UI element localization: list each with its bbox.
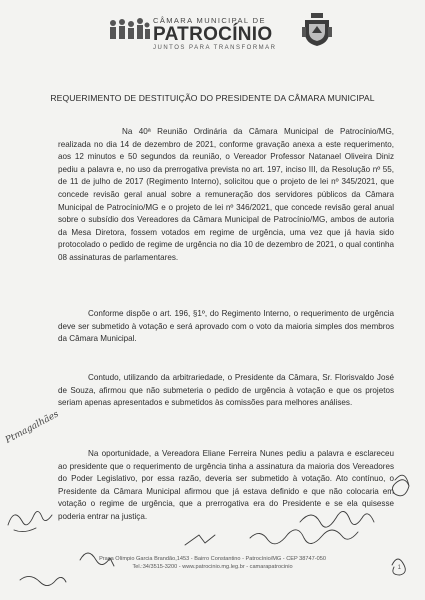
letterhead-top-line: CÂMARA MUNICIPAL DE [153,16,266,25]
body-paragraph-3: Contudo, utilizando da arbitrariedade, o Presidente da Câmara, Sr. Florisvaldo José de Souza, afirmou que não submeteria o pedido de urgência à votação e que os projetos seriam apenas apresentados e submetidos às comissões para melhores análises. [58,373,394,408]
letterhead-name: PATROCÍNIO [153,24,273,45]
body-paragraph-1: Na 40ª Reunião Ordinária da Câmara Municipal de Patrocínio/MG, realizada no dia 14 de dezembro de 2021, conforme gravação anexa a este requerimento, aos 12 minutos e 50 segundos da reunião, o Vereador Professor Natanael Oliveira Diniz pediu a palavra e, no uso da prerrogativa prevista no art. 197, inciso III, da Resolução nº 55, de 11 de julho de 2017 (Regimento Interno), solicitou que o projeto de lei nº 345/2021, que concede revisão geral anual sobre a remuneração dos servidores públicos da Câmara Municipal de Patrocínio/MG e o projeto de lei nº 346/2021, que concede revisão geral anual sobre o subsídio dos Vereadores da Câmara Municipal de Patrocínio/MG, ambos de autoria da Mesa Diretora, fossem votados em regime de urgência, uma vez que já havia sido protocolado o pedido de regime de urgência no dia 10 de dezembro de 2021, o qual continha 08 assinaturas de parlamentares. [58,127,394,262]
document-title: REQUERIMENTO DE DESTITUIÇÃO DO PRESIDENTE DA CÂMARA MUNICIPAL [50,93,375,103]
footer-address: Praça Olímpio Garcia Brandão,1453 - Bairro Constantino - Patrocínio/MG - CEP 38747-050 [99,556,326,562]
page-number: 1 [397,565,401,571]
body-paragraph-2: Conforme dispõe o art. 196, §1º, do Regimento Interno, o requerimento de urgência deve ser submetido à votação e será aprovado com o voto da maioria simples dos membros da Câmara Municipal. [58,309,394,344]
handwritten-note: Ptmagalhães [4,409,61,446]
letterhead-slogan: JUNTOS PARA TRANSFORMAR [153,45,277,51]
footer-contact: Tel.:34/3515-3200 - www.patrocinio.mg.leg.br - camarapatrocinio [132,564,293,570]
body-paragraph-4: Na oportunidade, a Vereadora Eliane Ferreira Nunes pediu a palavra e esclareceu ao presidente que o requerimento de urgência tinha a assinatura da maioria dos Vereadores do Poder Legislativo, por essa razão, deveria ser submetido à votação. Ato contínuo, o Presidente da Câmara Municipal afirmou que já estava definido e que não colocaria em votação o regime de urgência, que a prerrogativa era do Presidente e se ela quisesse poderia entrar na justiça. [58,449,394,521]
